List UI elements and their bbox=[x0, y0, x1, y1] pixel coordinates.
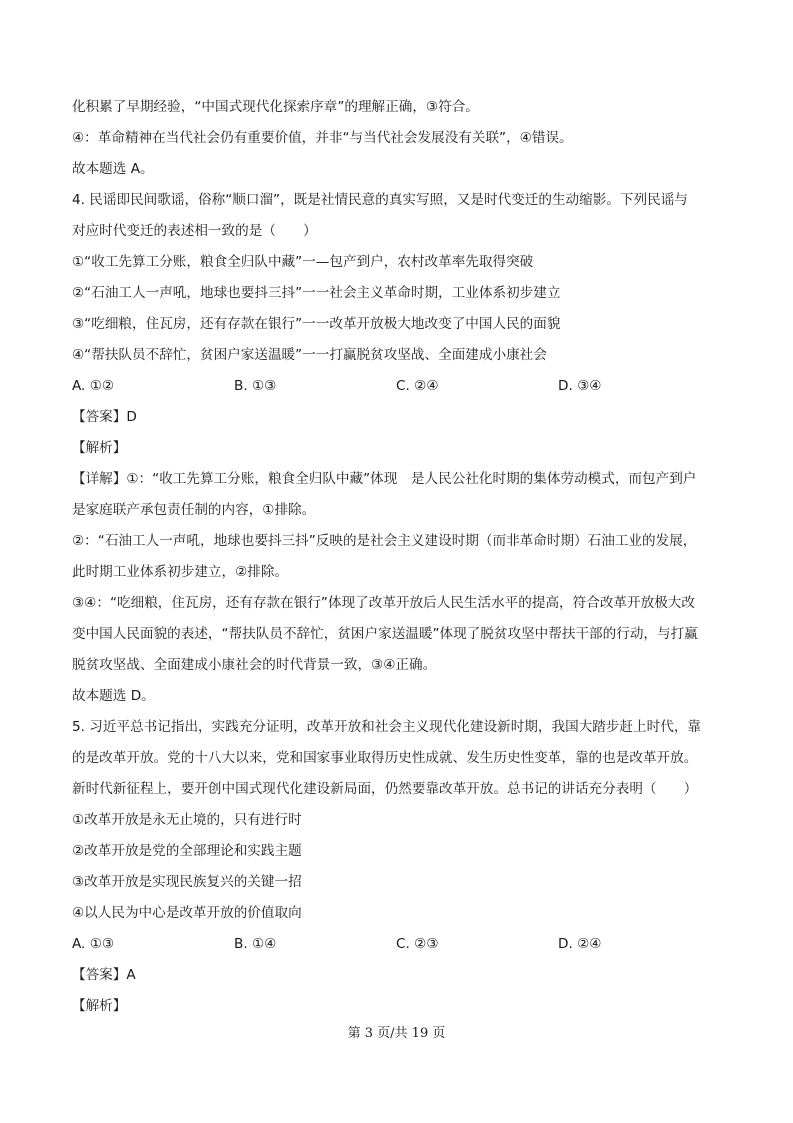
option-d: D. ②④ bbox=[558, 936, 602, 952]
question-4-stem: 4. 民谣即民间歌谣，俗称“顺口溜”，既是社情民意的真实写照，又是时代变迁的生动缩影。下列民谣与 bbox=[72, 192, 688, 208]
detail-line: 【详解】①：“收工先算工分账，粮食全归队中藏”体现 是人民公社化时期的集体劳动模式，而包产到户 bbox=[72, 471, 697, 487]
page-footer: 第 3 页/共 19 页 bbox=[347, 1026, 446, 1041]
detail-line: 脱贫攻坚战、全面建成小康社会的时代背景一致，③④正确。 bbox=[72, 657, 437, 673]
answer-label: 【答案】D bbox=[72, 409, 137, 425]
question-5-item-4: ④以人民为中心是改革开放的价值取向 bbox=[72, 905, 302, 921]
option-b: B. ①④ bbox=[234, 936, 277, 952]
question-5-stem-cont: 的是改革开放。党的十八大以来，党和国家事业取得历史性成就、发生历史性变革，靠的也是改革开放。 bbox=[72, 750, 698, 766]
question-5-item-1: ①改革开放是永无止境的，只有进行时 bbox=[72, 812, 302, 828]
option-b: B. ①③ bbox=[234, 378, 277, 394]
answer-label: 【答案】A bbox=[72, 967, 136, 983]
question-5-options bbox=[72, 929, 722, 960]
detail-line: 此时期工业体系初步建立，②排除。 bbox=[72, 564, 289, 580]
question-5-item-2: ②改革开放是党的全部理论和实践主题 bbox=[72, 843, 302, 859]
option-c: C. ②④ bbox=[396, 378, 439, 394]
detail-line: ③④：“吃细粮，住瓦房，还有存款在银行”体现了改革开放后人民生活水平的提高，符合改革开放极大改 bbox=[72, 595, 695, 611]
question-5-stem: 5. 习近平总书记指出，实践充分证明，改革开放和社会主义现代化建设新时期，我国大踏步赶上时代，靠 bbox=[72, 719, 702, 735]
detail-line: ②：“石油工人一声吼，地球也要抖三抖”反映的是社会主义建设时期（而非革命时期）石油工业的发展， bbox=[72, 533, 697, 549]
question-4-stem-cont: 对应时代变迁的表述相一致的是（ ） bbox=[72, 223, 317, 239]
option-c: C. ②③ bbox=[396, 936, 439, 952]
option-a: A. ①② bbox=[72, 378, 115, 394]
question-4-item-1: ①“收工先算工分账，粮食全归队中藏”一—包产到户，农村改革率先取得突破 bbox=[72, 254, 534, 270]
question-4-item-3: ③“吃细粮，住瓦房，还有存款在银行”一一改革开放极大地改变了中国人民的面貌 bbox=[72, 316, 561, 332]
question-4-options bbox=[72, 371, 722, 402]
page-content bbox=[72, 92, 722, 1022]
analysis-label: 【解析】 bbox=[72, 998, 127, 1014]
text-line: ④：革命精神在当代社会仍有重要价值，并非“与当代社会发展没有关联”，④错误。 bbox=[72, 130, 573, 146]
detail-line: 变中国人民面貌的表述，“帮扶队员不辞忙，贫困户家送温暖”体现了脱贫攻坚中帮扶干部的行动，与打赢 bbox=[72, 626, 698, 642]
question-5-item-3: ③改革开放是实现民族复兴的关键一招 bbox=[72, 874, 302, 890]
text-line: 化积累了早期经验，“中国式现代化探索序章”的理解正确，③符合。 bbox=[72, 99, 479, 115]
detail-line: 故本题选 D。 bbox=[72, 688, 155, 704]
question-4-item-4: ④“帮扶队员不辞忙，贫困户家送温暖”一一打赢脱贫攻坚战、全面建成小康社会 bbox=[72, 347, 547, 363]
question-4-item-2: ②“石油工人一声吼，地球也要抖三抖”一一社会主义革命时期，工业体系初步建立 bbox=[72, 285, 561, 301]
text-line: 故本题选 A。 bbox=[72, 161, 154, 177]
question-5-stem-cont: 新时代新征程上，要开创中国式现代化建设新局面，仍然要靠改革开放。总书记的讲话充分表明（ ） bbox=[72, 781, 698, 797]
option-a: A. ①③ bbox=[72, 936, 115, 952]
detail-line: 是家庭联产承包责任制的内容，①排除。 bbox=[72, 502, 316, 518]
analysis-label: 【解析】 bbox=[72, 440, 127, 456]
option-d: D. ③④ bbox=[558, 378, 602, 394]
